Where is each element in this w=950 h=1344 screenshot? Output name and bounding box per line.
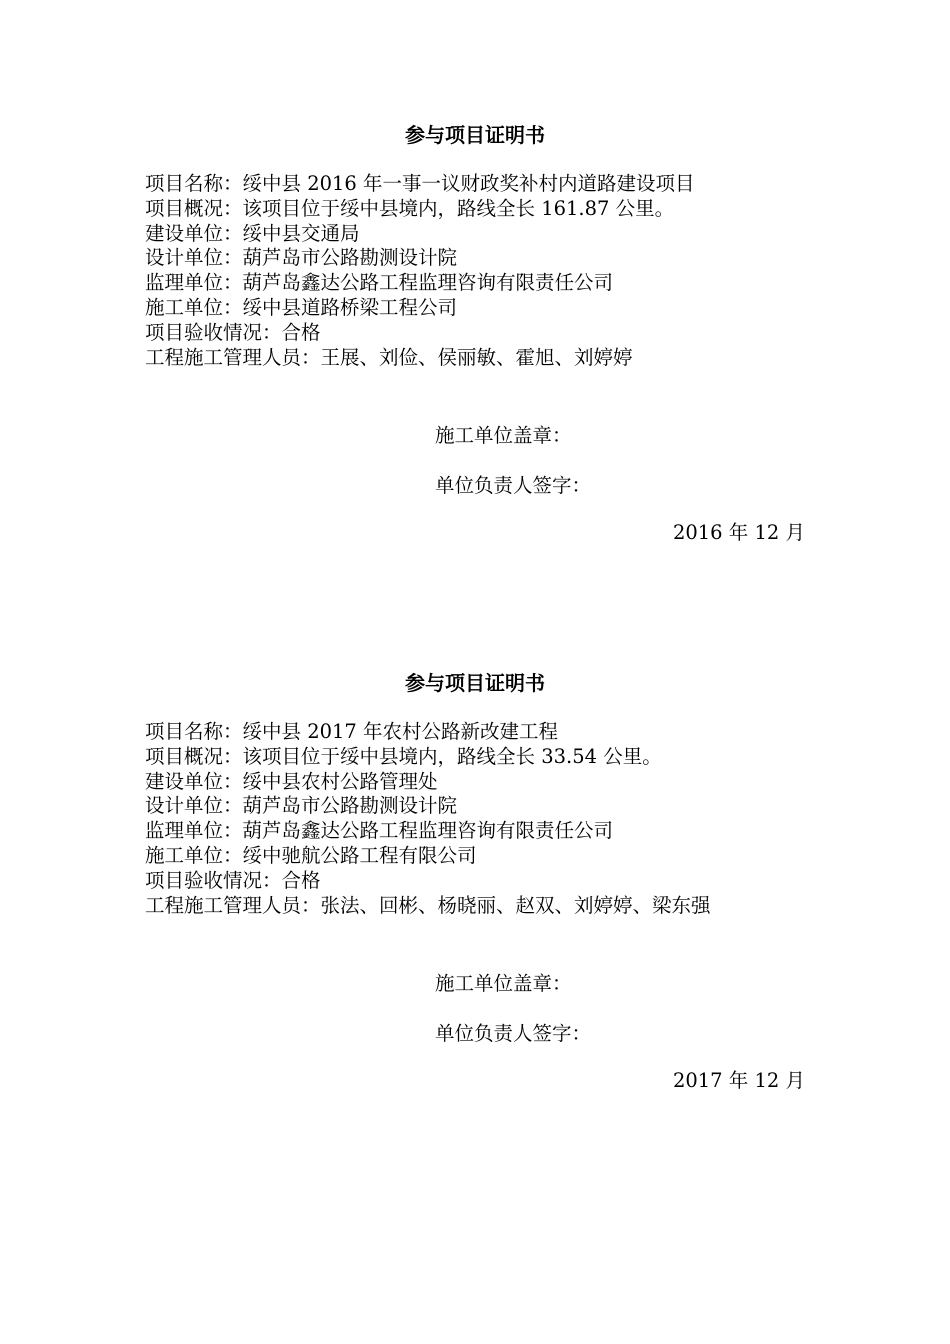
field-construction-unit: 建设单位：绥中县农村公路管理处 <box>145 769 438 793</box>
signature-label: 单位负责人签字： <box>435 474 592 497</box>
field-acceptance-status: 项目验收情况：合格 <box>145 868 321 892</box>
field-project-overview: 项目概况：该项目位于绥中县境内，路线全长 33.54 公里。 <box>145 744 662 768</box>
field-contractor-unit: 施工单位：绥中县道路桥梁工程公司 <box>145 295 458 319</box>
field-supervision-unit: 监理单位：葫芦岛鑫达公路工程监理咨询有限责任公司 <box>145 819 614 843</box>
certificate-date: 2017 年 12 月 <box>672 1069 805 1092</box>
field-acceptance-status: 项目验收情况：合格 <box>145 320 321 344</box>
certificate-fields <box>145 172 845 370</box>
seal-label: 施工单位盖章： <box>435 972 572 995</box>
field-design-unit: 设计单位：葫芦岛市公路勘测设计院 <box>145 246 458 270</box>
field-construction-unit: 建设单位：绥中县交通局 <box>145 221 360 245</box>
field-project-name: 项目名称：绥中县 2016 年一事一议财政奖补村内道路建设项目 <box>145 172 695 195</box>
certificate-fields <box>145 720 845 918</box>
certificate-date: 2016 年 12 月 <box>672 521 805 544</box>
field-project-name: 项目名称：绥中县 2017 年农村公路新改建工程 <box>145 720 559 743</box>
field-supervision-unit: 监理单位：葫芦岛鑫达公路工程监理咨询有限责任公司 <box>145 271 614 295</box>
field-project-overview: 项目概况：该项目位于绥中县境内，路线全长 161.87 公里。 <box>145 196 675 220</box>
signature-label: 单位负责人签字： <box>435 1022 592 1045</box>
field-design-unit: 设计单位：葫芦岛市公路勘测设计院 <box>145 794 458 818</box>
field-management-staff: 工程施工管理人员：张法、回彬、杨晓丽、赵双、刘婷婷、梁东强 <box>145 893 711 917</box>
field-contractor-unit: 施工单位：绥中驰航公路工程有限公司 <box>145 843 477 867</box>
certificate-title: 参与项目证明书 <box>405 671 545 695</box>
seal-label: 施工单位盖章： <box>435 424 572 447</box>
certificate-title: 参与项目证明书 <box>405 123 545 147</box>
field-management-staff: 工程施工管理人员：王展、刘俭、侯丽敏、霍旭、刘婷婷 <box>145 345 633 369</box>
